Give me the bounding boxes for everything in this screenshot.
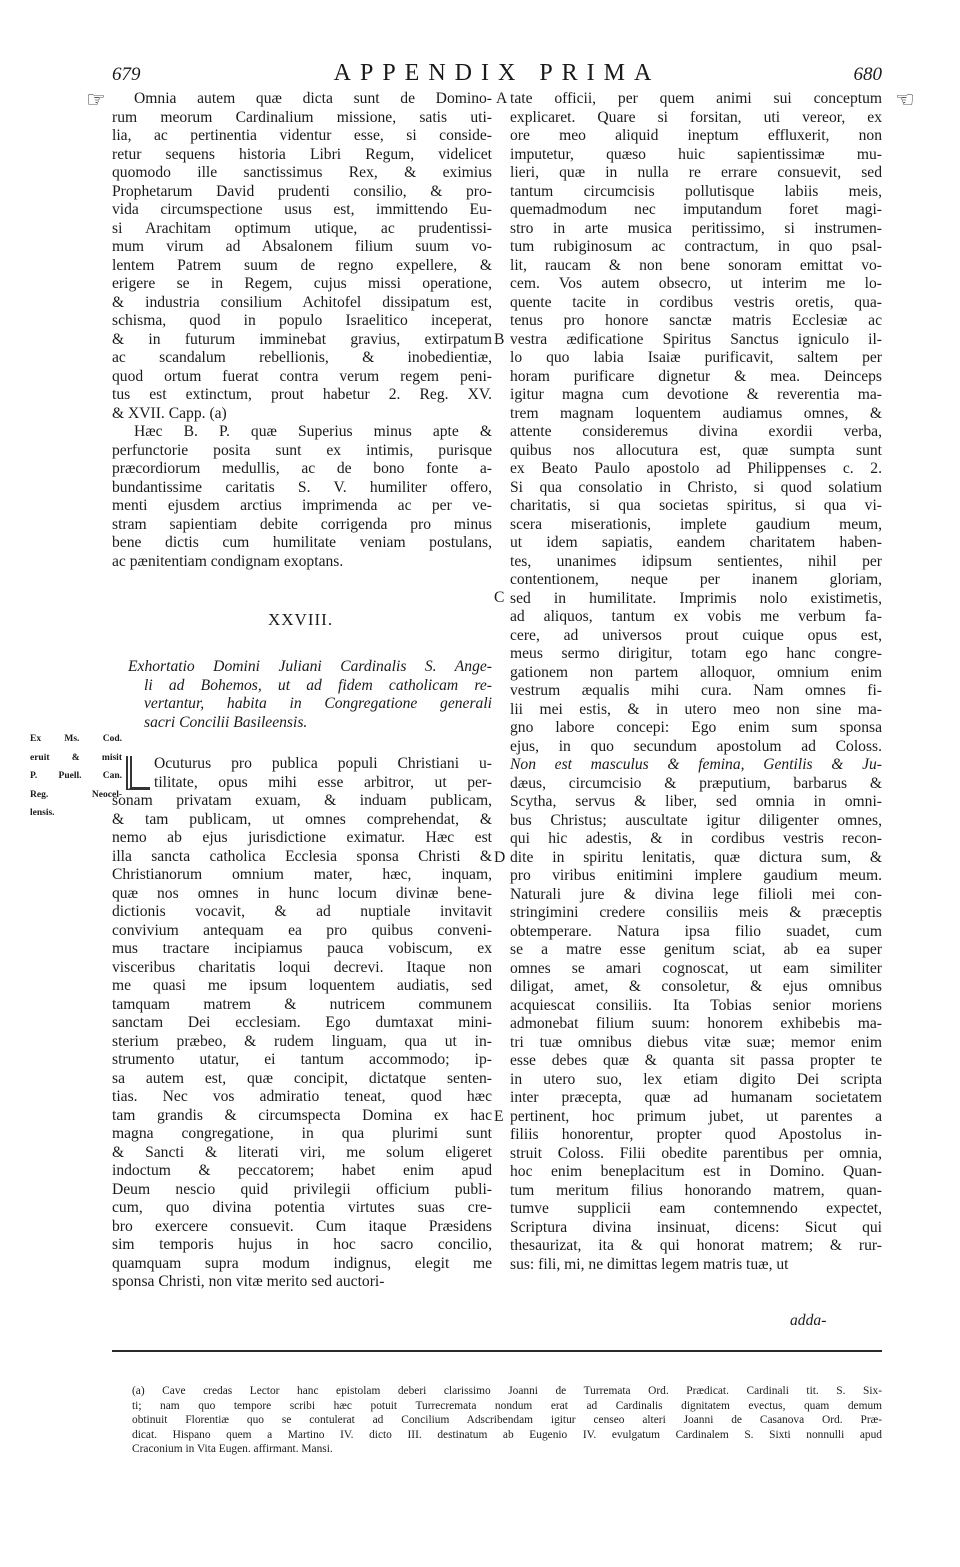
footnote-line: Craconium in Vita Eugen. affirmant. Mansi. [132, 1443, 333, 1455]
text-line: & industria consilium Achitofel dissipatum est, [112, 293, 492, 311]
title-line: Exhortatio Domini Juliani Cardinalis S. Ange- [128, 658, 492, 675]
text-line: Scytha, servus & liber, sed omnia in omni- [510, 793, 882, 810]
text-line: tam grandis & circumspecta Domina ex hac [112, 1106, 492, 1124]
text-line: indoctum & peccatorem; habet enim apud [112, 1162, 492, 1179]
text-line: sim temporis hujus in hoc sacro concilio, [112, 1236, 492, 1253]
text-line: mus tractare incipiamus pauca vobiscum, ex [112, 940, 492, 957]
text-line: tenus pro honore sanctæ matris Ecclesiæ ac [510, 312, 882, 329]
text-line: ad aliquos, tantum ex vobis me verbum fa- [510, 608, 882, 625]
text-line: inter præcepta, quæ ad humanam societatem [510, 1089, 882, 1106]
text-line: menti ejusdem arctius imprimenda ac per ve- [112, 497, 492, 514]
footnote-line: dicat. Hispano quem a Martino IV. dicto III. destinatum ab Eugenio IV. evulgatum Cardinalem S. Sixti nonnulli apud [132, 1428, 882, 1441]
text-line: quomodo ille sanctissimus Rex, & eximius [112, 164, 492, 181]
text-line: visceribus charitatis loqui decrevi. Itaque non [112, 958, 492, 976]
text-line: diligat, amet, & consoletur, & ejus omnibus [510, 978, 882, 995]
text-line: omnes se amari cognoscat, ut eam similiter [510, 959, 882, 977]
text-line: tus est extinctum, prout habetur 2. Reg. XV. [112, 386, 492, 403]
text-line: dictionis vocavit, & ad nuptiale invitavit [112, 903, 492, 920]
text-line: pro viribus enitimini implere gaudium meum. [510, 867, 882, 884]
left-column-text [112, 90, 492, 571]
text-line: magna congregatione, in qua plurimi sunt [112, 1125, 492, 1142]
text-line: quemadmodum nec imputandum foret magi- [510, 201, 882, 218]
text-line: stringimini credere consiliis meis & præceptis [510, 904, 882, 921]
text-line: charitatis, si qua societas spiritus, si qua vi- [510, 497, 882, 514]
text-line: tilitate, opus mihi esse arbitror, ut per- [154, 773, 492, 791]
text-line: sa autem est, quæ concipit, dictatque senten- [112, 1069, 492, 1087]
margin-note-line: P. Puell. Can. [30, 771, 122, 781]
text-line: nemo ab ejus jurisdictione eximatur. Hæc est [112, 829, 492, 846]
text-line: sterium præbeo, & rudem linguam, qua ut in- [112, 1032, 492, 1050]
text-line: Ocuturus pro publica populi Christiani u- [154, 755, 492, 772]
text-line: gno labore concepi: Ego enim sum sponsa [510, 719, 882, 736]
page-header [112, 60, 882, 90]
text-line: tumve supplicii eam contemnendo expectet, [510, 1200, 882, 1217]
text-line: thesaurizat, ita & qui honorat matrem; & rur- [510, 1237, 882, 1254]
text-line: acquiescat consiliis. Ita Tobias senior moriens [510, 996, 882, 1014]
text-line: strumento utatur, ei tantum accommodo; ip- [112, 1051, 492, 1068]
text-line: sponsa Christi, non vitæ merito sed auctori- [112, 1273, 385, 1290]
text-line: præcordiorum medullis, ac de bono fonte a- [112, 460, 492, 477]
text-line: quamquam supra modum indignus, elegit me [112, 1254, 492, 1272]
text-line: sonam privatam exuam, & induam publicam, [112, 792, 492, 809]
text-line: Christianorum omnium mater, hæc, inquam, [112, 866, 492, 883]
text-line: ac scandalum rebellionis, & inobedientiæ, [112, 349, 492, 366]
margin-note-line: Reg. Neocel- [30, 789, 122, 800]
text-line: bus Christus; auscultate igitur diligenter omnes, [510, 811, 882, 829]
footnote [132, 1384, 882, 1457]
text-line: tate officii, per quem animi sui conceptum [510, 90, 882, 107]
text-line: ex Beato Paulo apostolo ad Philippenses c. 2. [510, 460, 882, 477]
margin-note-line: Ex Ms. Cod. [30, 734, 122, 744]
text-line: ut idem sapiatis, eandem charitatem haben- [510, 534, 882, 551]
text-line: quibus nos allocutura est, quæ sumpta sunt [510, 441, 882, 459]
right-page-number: 680 [853, 64, 882, 85]
text-line: lit, raucam & non bene sonoram emittat vo- [510, 256, 882, 274]
left-column-body [112, 755, 492, 1292]
text-line: dæus, circumcisio & præputium, barbarus & [510, 774, 882, 792]
text-line: ac pænitentiam condignam exoptans. [112, 552, 344, 570]
text-line: tes, unanimes idipsum sentientes, nihil per [510, 552, 882, 570]
left-page-number: 679 [112, 64, 141, 85]
text-line: admonebat filium suum: honorem exhibebis ma- [510, 1015, 882, 1032]
text-line: scera miserationis, implete gaudium meum, [510, 515, 882, 533]
text-line: Naturali jure & divina lege filioli mei con- [510, 885, 882, 903]
text-line: tias. Nec vos admiratio teneat, quod hæc [112, 1088, 492, 1105]
text-line: qui hic adestis, & in cordibus vestris recon- [510, 830, 882, 847]
text-line: retur sequens historia Libri Regum, videlicet [112, 145, 492, 163]
text-line: esse debes quæ & quanta sit passa propter te [510, 1052, 882, 1069]
text-line: me quasi me ipsum loquentem audiatis, sed [112, 977, 492, 994]
side-letter-e: E [494, 1108, 504, 1125]
text-line: cere, ad universos prout cuique opus est, [510, 626, 882, 644]
text-line: tum meritum filius honorando matrem, quan- [510, 1181, 882, 1199]
text-line: schisma, quod in populo Israelitico inceperat, [112, 312, 492, 329]
footnote-line: obtinuit Florentiæ quo se contulerat ad Concilium Adscribendam igitur censeo alteri Joanni de Casanova Ord. Præ- [132, 1414, 882, 1426]
text-line: vida circumspectione usus est, immittendo Eu- [112, 201, 492, 218]
text-line: tum rubiginosum ac contractum, in quo psal- [510, 238, 882, 255]
text-line: sed in humilitate. Imprimis nolo existimetis, [510, 589, 882, 607]
text-line: sus: fili, mi, ne dimittas legem matris tuæ, ut [510, 1255, 789, 1273]
text-line: & in futurum imminebat gravius, extirpatum [112, 330, 492, 348]
text-line: meus sermo dirigitur, totam ego hanc congre- [510, 645, 882, 662]
text-line: ore meo aliquid ineptum effluxerit, non [510, 127, 882, 144]
text-line: lieri, quæ in nulla re errare consuevit, sed [510, 164, 882, 181]
text-line: Scriptura divina insinuat, dicens: Sicut qui [510, 1218, 882, 1236]
text-line: Deum nescio quid privilegii officium publi- [112, 1180, 492, 1198]
text-line: quod ortum fuerat contra verum regem peni- [112, 367, 492, 385]
text-line: Hæc B. P. quæ Superius minus apte & [134, 423, 492, 440]
text-line: in utero suo, lex etiam digito Dei scripta [510, 1070, 882, 1088]
text-line: vestrum æqualis mihi cura. Nam omnes fi- [510, 682, 882, 699]
text-line: illa sancta catholica Ecclesia sponsa Christi & [112, 847, 492, 865]
text-line: & tam publicam, ut omnes comprehendat, & [112, 810, 492, 828]
text-line: gationem non partem alloquor, omnium enim [510, 663, 882, 681]
text-line: bundantissime caritatis S. V. humiliter offero, [112, 478, 492, 496]
text-line: tamquam matrem & nutricem communem [112, 995, 492, 1013]
title-line: vertantur, habita in Congregatione generali [144, 695, 492, 712]
margin-note [30, 735, 122, 828]
section-title [128, 658, 492, 732]
footnote-line: (a) Cave credas Lector hanc epistolam deberi clarissimo Joanni de Turremata Ord. Prædicat. Cardinali tit. S. Six- [132, 1385, 882, 1397]
text-line: stram sapientiam debite corrigenda pro minus [112, 515, 492, 533]
text-line: lii mei estis, & in utero meo non sine ma- [510, 700, 882, 718]
text-line: dite in spiritu lenitatis, quæ dictura sum, & [510, 848, 882, 866]
text-line: se a matre esse genitum sciat, ab ea super [510, 941, 882, 958]
text-line: si Arachitam optimum utique, ac prudentissi- [112, 219, 492, 237]
margin-note-line: eruit & misit [30, 752, 122, 763]
text-line: perfunctorie posita sunt ex intimis, purisque [112, 441, 492, 459]
text-line: filiis honorentur, propter quod Apostolus in- [510, 1126, 882, 1143]
text-line: bene dictis cum humilitate veniam postulans, [112, 534, 492, 551]
text-line: erigere se in Regem, cujus missi operatione, [112, 275, 492, 292]
text-line: quente tacite in cordibus vestris oretis, qua- [510, 293, 882, 311]
text-line: tantum circumcisis pollutisque labiis meis, [510, 182, 882, 200]
text-line: sanctam Dei ecclesiam. Ego dumtaxat mini- [112, 1014, 492, 1031]
text-line: hoc enim beneplacitum est in Domino. Quan- [510, 1163, 882, 1180]
text-line: & XVII. Capp. (a) [112, 404, 227, 422]
text-line: rum meorum Cardinalium missione, satis uti- [112, 108, 492, 126]
running-title: APPENDIX PRIMA [333, 60, 661, 86]
footnote-divider [112, 1350, 882, 1352]
title-line: sacri Concilii Basileensis. [144, 713, 308, 731]
text-line: explicaret. Quare si forsitan, uti vereor, ex [510, 108, 882, 126]
text-line: & Sancti & literati viri, me solum eligeret [112, 1143, 492, 1161]
text-line: lentem Patrem suum de regno expellere, & [112, 256, 492, 274]
footnote-line: ti; nam quo tempore scribi hæc potuit Turrecremata nondum erat ad Cardinalis dignitatem evectus, quam demum [132, 1399, 882, 1412]
text-line: trem magnam loquentem audiamus omnes, & [510, 404, 882, 422]
text-line: cem. Vos autem obsecro, ut interim me lo- [510, 275, 882, 292]
text-line: vestra ædificatione Spiritus Sanctus igniculo il- [510, 330, 882, 348]
section-number: XXVIII. [268, 610, 334, 629]
text-line: imputetur, quæso huic sapientissimæ mu- [510, 145, 882, 163]
text-line: horam purificare dignetur & mea. Deinceps [510, 367, 882, 385]
text-line: Si qua consolatio in Christo, si quod solatium [510, 478, 882, 496]
text-line: contentionem, neque per inanem gloriam, [510, 571, 882, 588]
text-line: attente consideremus divina exordii verba, [510, 423, 882, 440]
text-line: lia, ac pertinentia videntur esse, si conside- [112, 127, 492, 144]
text-line: ejus, in quo secundum apostolum ad Coloss. [510, 737, 882, 755]
side-letter-b: B [494, 331, 505, 348]
text-line: cum, quo divina potentia virtutes suas cre- [112, 1199, 492, 1216]
text-line: pertinent, hoc primum jubet, ut parentes a [510, 1107, 882, 1125]
text-line: bro exercere consuevit. Cum itaque Præsidens [112, 1217, 492, 1235]
side-letter-c: C [494, 589, 505, 606]
text-line: struit Coloss. Filii obedite parentibus per omnia, [510, 1144, 882, 1162]
text-line: igitur magna cum devotione & reverentia ma- [510, 386, 882, 403]
margin-note-line: lensis. [30, 808, 55, 818]
pointing-hand-icon: ☞ [86, 87, 106, 112]
text-line: tri tuæ omnibus diebus vitæ suæ; memor enim [510, 1033, 882, 1051]
text-line: Omnia autem quæ dicta sunt de Domino- [134, 90, 492, 107]
side-letter-a: A [496, 90, 508, 107]
text-line: Prophetarum David prudenti consilio, & pro- [112, 182, 492, 200]
text-line: mum virum ad Absalonem filium suum vo- [112, 238, 492, 255]
text-line: obtemperare. Natura ipsa filio suadet, cum [510, 922, 882, 940]
pointing-hand-icon: ☞ [895, 87, 915, 112]
catchword: adda- [790, 1312, 827, 1329]
text-line: lo quo labia Isaiæ purificavit, saltem per [510, 349, 882, 366]
side-letter-d: D [494, 849, 506, 866]
text-line: stro in arte musica peritissimo, si instrumen- [510, 219, 882, 237]
right-column-text [510, 90, 882, 1274]
text-line: quæ nos omnes in hunc locum divinæ bene- [112, 884, 492, 902]
text-line: Non est masculus & femina, Gentilis & Ju- [510, 756, 882, 773]
text-line: convivium antequam ea pro quibus conveni- [112, 921, 492, 939]
title-line: li ad Bohemos, ut ad fidem catholicam re- [144, 676, 492, 694]
